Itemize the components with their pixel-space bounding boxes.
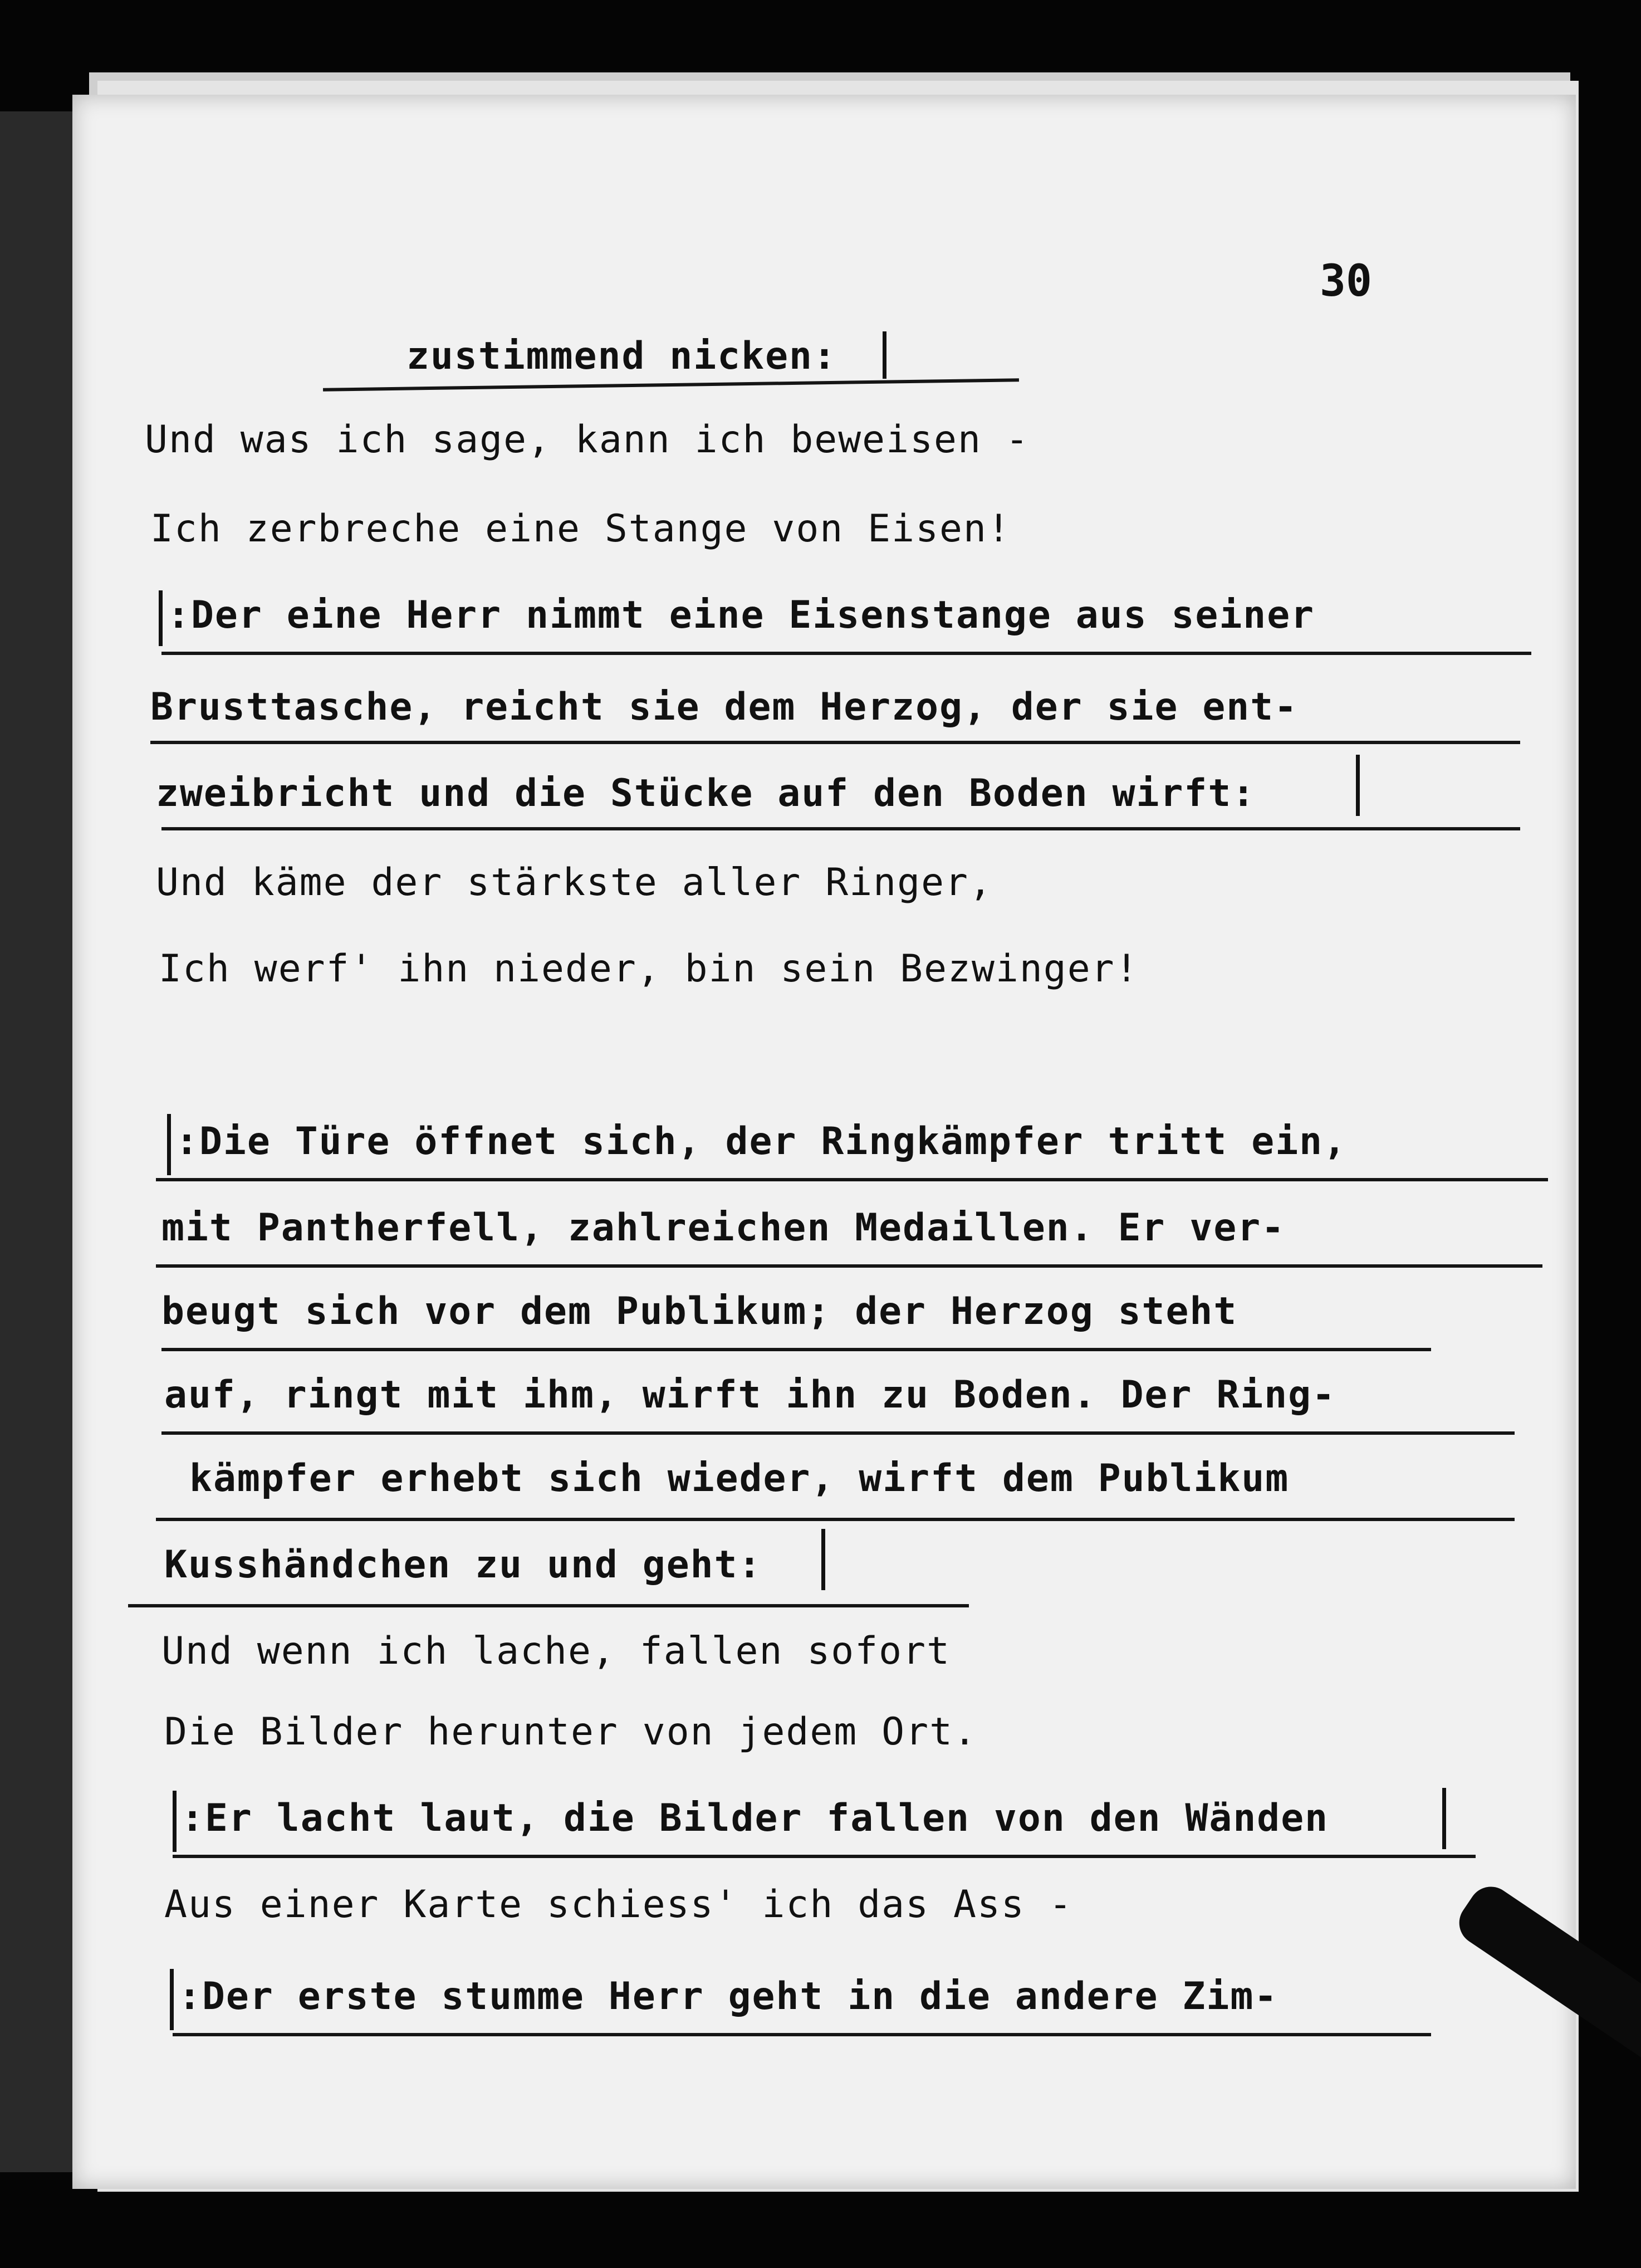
bracket-mark: [821, 1529, 825, 1590]
underline-rule: [156, 1264, 1542, 1268]
bracket-mark: [883, 331, 886, 379]
verse-line: Ich werf' ihn nieder, bin sein Bezwinger!: [159, 947, 1139, 991]
verse-line: Ich zerbreche eine Stange von Eisen!: [150, 507, 1011, 551]
stage-direction-line: mit Pantherfell, zahlreichen Medaillen. Er ver-: [161, 1206, 1286, 1250]
bracket-mark: [170, 1969, 174, 2030]
bracket-mark: [1356, 755, 1360, 816]
stage-direction-line: Kusshändchen zu und geht:: [164, 1543, 762, 1587]
underline-rule: [161, 1431, 1515, 1435]
stage-direction-line: Brusttasche, reicht sie dem Herzog, der sie ent-: [150, 685, 1299, 729]
stage-direction-line: zustimmend nicken:: [406, 334, 837, 378]
underline-rule: [156, 1518, 1515, 1521]
verse-line: Und was ich sage, kann ich beweisen -: [145, 418, 1030, 462]
underline-rule: [173, 2033, 1431, 2036]
stage-direction-line: zweibricht und die Stücke auf den Boden wirft:: [156, 771, 1256, 815]
stage-direction-line: kämpfer erhebt sich wieder, wirft dem Publikum: [189, 1456, 1290, 1500]
underline-rule: [161, 1348, 1431, 1351]
stage-direction-line: :Der erste stumme Herr geht in die andere Zim-: [178, 1974, 1278, 2018]
stage-direction-line: :Er lacht laut, die Bilder fallen von den Wänden: [181, 1796, 1329, 1840]
stage-direction-line: auf, ringt mit ihm, wirft ihn zu Boden. Der Ring-: [164, 1373, 1336, 1417]
book-spine-shadow: [0, 111, 72, 2172]
verse-line: Aus einer Karte schiess' ich das Ass -: [164, 1883, 1073, 1927]
underline-rule: [150, 741, 1520, 744]
verse-line: Und käme der stärkste aller Ringer,: [156, 861, 993, 905]
document-page: [72, 95, 1576, 2189]
underline-rule: [173, 1855, 1476, 1858]
stage-direction-line: :Der eine Herr nimmt eine Eisenstange aus seiner: [167, 593, 1315, 637]
bracket-mark: [159, 590, 163, 646]
underline-rule: [161, 652, 1531, 655]
bracket-mark: [173, 1791, 177, 1852]
underline-rule: [128, 1604, 969, 1607]
stage-direction-line: :Die Türe öffnet sich, der Ringkämpfer tritt ein,: [175, 1120, 1348, 1164]
bracket-mark: [167, 1114, 171, 1175]
stage-direction-line: beugt sich vor dem Publikum; der Herzog steht: [161, 1289, 1238, 1333]
underline-rule: [161, 827, 1520, 830]
bracket-mark: [1442, 1788, 1446, 1849]
verse-line: Und wenn ich lache, fallen sofort: [161, 1629, 951, 1673]
underline-rule: [156, 1178, 1548, 1181]
page-number: 30: [1320, 256, 1372, 306]
verse-line: Die Bilder herunter von jedem Ort.: [164, 1710, 977, 1754]
underline-rule: [323, 378, 1019, 391]
